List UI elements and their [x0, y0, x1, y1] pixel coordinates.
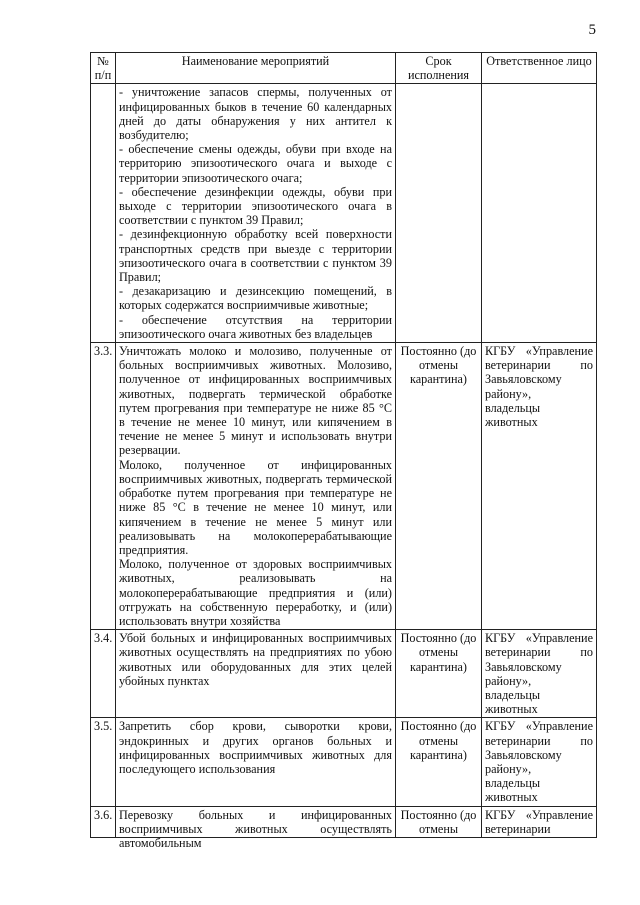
- measure-paragraph: Уничтожать молоко и молозиво, полученные от больных восприимчивых животных. Молозиво, полученное от инфицированных восприимчивых животных, подвергать термической обработке путем прогревания при температуре не ниже 85 °С в течение не менее 10 минут, или кипячением в течение не менее 5 минут и использовать внутри резервации.: [119, 344, 392, 458]
- row-number: 3.3.: [91, 343, 116, 630]
- measure-item: - обеспечение дезинфекции одежды, обуви при выходе с территории эпизоотического очага в соответствии с пунктом 39 Правил;: [119, 184, 392, 228]
- term-text: Постоянно (до отмены: [400, 807, 477, 836]
- measure-paragraph: Молоко, полученное от инфицированных восприимчивых животных, подвергать термической обработке путем прогревания при температуре не ниже 85 °С в течение не менее 10 минут, или кипячением в течение не менее 5 минут или реализовывать на молокоперерабатывающие предприятия.: [119, 457, 392, 557]
- responsible-org: КГБУ «Управление ветеринарии по Завьяловскому району»,: [485, 719, 593, 776]
- responsible-org: КГБУ «Управление ветеринарии по Завьяловскому району»,: [485, 631, 593, 688]
- measure-text: [116, 806, 396, 850]
- table-row: [91, 718, 597, 806]
- measure-item: - уничтожение запасов спермы, полученных от инфицированных быков в течение 60 календарных дней до даты обнаружения у них антител к возбудителю;: [119, 85, 392, 143]
- responsible-cell: [482, 343, 597, 630]
- responsible-org: КГБУ «Управление ветеринарии по Завьяловскому району»,: [485, 344, 593, 401]
- row-number: 3.6.: [91, 806, 116, 837]
- row-number: [91, 84, 116, 343]
- page-number: 5: [588, 22, 596, 38]
- measures-table: [90, 52, 597, 850]
- table-header-row: [91, 53, 597, 84]
- responsible-owner: владельцы животных: [485, 776, 541, 805]
- measure-text: [116, 718, 396, 806]
- measure-paragraph: Молоко, полученное от здоровых восприимчивых животных, реализовывать на молокоперерабатывающие предприятия и (или) отгружать на собственную переработку, и (или) использовать внутри хозяйства: [119, 557, 392, 628]
- table-row-continuation: [91, 84, 597, 343]
- table-row: [91, 630, 597, 718]
- header-num: № п/п: [91, 53, 116, 84]
- header-name: Наименование мероприятий: [116, 53, 396, 84]
- term-cell: Постоянно (до отмены карантина): [396, 343, 482, 630]
- measure-item: - обеспечение отсутствия на территории эпизоотического очага животных без владельцев: [119, 312, 392, 341]
- term-cell: [396, 84, 482, 343]
- responsible-org: КГБУ «Управление ветеринарии: [485, 807, 593, 836]
- responsible-owner: владельцы животных: [485, 687, 541, 717]
- term-cell: Постоянно (до отмены карантина): [396, 718, 482, 806]
- header-term: Срок исполнения: [396, 53, 482, 84]
- measure-item: - дезинфекционную обработку всей поверхности транспортных средств при выезде с территории эпизоотического очага в соответствии с пунктом 39 Правил;: [119, 227, 392, 285]
- row-number: 3.4.: [91, 630, 116, 718]
- term-cell: [396, 806, 482, 837]
- measure-text: [116, 84, 396, 343]
- measure-text: [116, 630, 396, 718]
- measure-paragraph: Запретить сбор крови, сыворотки крови, эндокринных и других органов больных и инфицированных восприимчивых животных для последующего использования: [119, 719, 392, 776]
- header-responsible: Ответственное лицо: [482, 53, 597, 84]
- measure-paragraph: Убой больных и инфицированных восприимчивых животных осуществлять на предприятиях по убою животных или оборудованных для этих целей убойных пунктах: [119, 631, 392, 688]
- measure-paragraph: Перевозку больных и инфицированных восприимчивых животных осуществлять автомобильным: [119, 807, 392, 850]
- responsible-owner: владельцы животных: [485, 400, 541, 430]
- row-number: 3.5.: [91, 718, 116, 806]
- term-cell: Постоянно (до отмены карантина): [396, 630, 482, 718]
- responsible-cell: [482, 84, 597, 343]
- responsible-cell: [482, 718, 597, 806]
- table-row: [91, 343, 597, 630]
- responsible-cell: [482, 806, 597, 837]
- measure-item: - обеспечение смены одежды, обуви при входе на территорию эпизоотического очага и выходе с территории эпизоотического очага;: [119, 142, 392, 185]
- measure-item: - дезакаризацию и дезинсекцию помещений, в которых содержатся восприимчивые животные;: [119, 284, 392, 313]
- responsible-cell: [482, 630, 597, 718]
- measure-text: [116, 343, 396, 630]
- table-row-partial: [91, 806, 597, 837]
